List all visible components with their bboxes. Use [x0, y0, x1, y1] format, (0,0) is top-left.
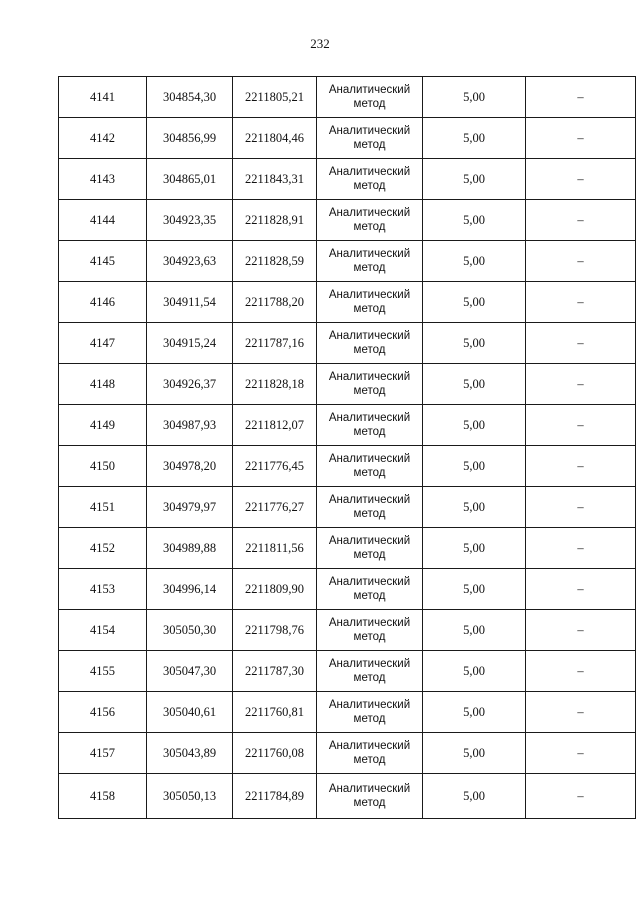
- method-line-2: метод: [353, 754, 386, 766]
- table-row: [59, 200, 636, 241]
- accuracy-cell: 5,00: [423, 692, 526, 733]
- coordinates-table-body: [59, 77, 636, 819]
- table-row: [59, 118, 636, 159]
- table-row: [59, 323, 636, 364]
- method-cell: [317, 528, 423, 569]
- note-cell: –: [526, 364, 636, 405]
- method-line-1: Аналитический: [328, 576, 411, 588]
- accuracy-cell: 5,00: [423, 487, 526, 528]
- method-line-1: Аналитический: [328, 783, 411, 795]
- x-coordinate-cell: 305050,30: [147, 610, 233, 651]
- point-number-cell: 4144: [59, 200, 147, 241]
- method-line-1: Аналитический: [328, 453, 411, 465]
- point-number-cell: 4146: [59, 282, 147, 323]
- method-cell: [317, 159, 423, 200]
- point-number-cell: 4148: [59, 364, 147, 405]
- table-row: [59, 774, 636, 819]
- y-coordinate-cell: 2211787,30: [233, 651, 317, 692]
- x-coordinate-cell: 304911,54: [147, 282, 233, 323]
- method-line-1: Аналитический: [328, 412, 411, 424]
- note-cell: –: [526, 528, 636, 569]
- method-line-2: метод: [353, 467, 386, 479]
- x-coordinate-cell: 304854,30: [147, 77, 233, 118]
- point-number-cell: 4150: [59, 446, 147, 487]
- x-coordinate-cell: 304996,14: [147, 569, 233, 610]
- method-line-2: метод: [353, 426, 386, 438]
- table-row: [59, 446, 636, 487]
- table-row: [59, 77, 636, 118]
- method-line-2: метод: [353, 139, 386, 151]
- accuracy-cell: 5,00: [423, 77, 526, 118]
- accuracy-cell: 5,00: [423, 323, 526, 364]
- table-row: [59, 364, 636, 405]
- accuracy-cell: 5,00: [423, 241, 526, 282]
- table-row: [59, 405, 636, 446]
- table-row: [59, 610, 636, 651]
- note-cell: –: [526, 77, 636, 118]
- method-line-2: метод: [353, 508, 386, 520]
- point-number-cell: 4152: [59, 528, 147, 569]
- method-line-1: Аналитический: [328, 166, 411, 178]
- point-number-cell: 4142: [59, 118, 147, 159]
- method-cell: [317, 446, 423, 487]
- table-row: [59, 159, 636, 200]
- accuracy-cell: 5,00: [423, 118, 526, 159]
- y-coordinate-cell: 2211760,08: [233, 733, 317, 774]
- coordinates-table: [58, 76, 636, 819]
- method-cell: [317, 733, 423, 774]
- x-coordinate-cell: 304989,88: [147, 528, 233, 569]
- point-number-cell: 4147: [59, 323, 147, 364]
- point-number-cell: 4149: [59, 405, 147, 446]
- method-line-2: метод: [353, 631, 386, 643]
- method-cell: [317, 77, 423, 118]
- y-coordinate-cell: 2211784,89: [233, 774, 317, 819]
- method-cell: [317, 241, 423, 282]
- x-coordinate-cell: 304865,01: [147, 159, 233, 200]
- note-cell: –: [526, 692, 636, 733]
- method-line-1: Аналитический: [328, 699, 411, 711]
- y-coordinate-cell: 2211760,81: [233, 692, 317, 733]
- note-cell: –: [526, 610, 636, 651]
- y-coordinate-cell: 2211828,91: [233, 200, 317, 241]
- method-cell: [317, 118, 423, 159]
- table-row: [59, 569, 636, 610]
- accuracy-cell: 5,00: [423, 774, 526, 819]
- method-cell: [317, 323, 423, 364]
- method-line-1: Аналитический: [328, 494, 411, 506]
- accuracy-cell: 5,00: [423, 651, 526, 692]
- x-coordinate-cell: 305047,30: [147, 651, 233, 692]
- y-coordinate-cell: 2211812,07: [233, 405, 317, 446]
- method-line-2: метод: [353, 98, 386, 110]
- method-line-2: метод: [353, 262, 386, 274]
- x-coordinate-cell: 304978,20: [147, 446, 233, 487]
- method-line-1: Аналитический: [328, 658, 411, 670]
- y-coordinate-cell: 2211811,56: [233, 528, 317, 569]
- table-row: [59, 282, 636, 323]
- method-cell: [317, 692, 423, 733]
- method-line-2: метод: [353, 797, 386, 809]
- x-coordinate-cell: 304856,99: [147, 118, 233, 159]
- note-cell: –: [526, 774, 636, 819]
- y-coordinate-cell: 2211828,59: [233, 241, 317, 282]
- method-line-1: Аналитический: [328, 125, 411, 137]
- method-line-1: Аналитический: [328, 207, 411, 219]
- x-coordinate-cell: 305050,13: [147, 774, 233, 819]
- method-line-1: Аналитический: [328, 617, 411, 629]
- table-row: [59, 487, 636, 528]
- method-line-2: метод: [353, 385, 386, 397]
- note-cell: –: [526, 118, 636, 159]
- method-line-1: Аналитический: [328, 740, 411, 752]
- y-coordinate-cell: 2211843,31: [233, 159, 317, 200]
- y-coordinate-cell: 2211804,46: [233, 118, 317, 159]
- y-coordinate-cell: 2211776,27: [233, 487, 317, 528]
- accuracy-cell: 5,00: [423, 159, 526, 200]
- method-cell: [317, 610, 423, 651]
- method-line-2: метод: [353, 180, 386, 192]
- point-number-cell: 4156: [59, 692, 147, 733]
- note-cell: –: [526, 405, 636, 446]
- point-number-cell: 4157: [59, 733, 147, 774]
- method-line-1: Аналитический: [328, 330, 411, 342]
- y-coordinate-cell: 2211798,76: [233, 610, 317, 651]
- method-line-2: метод: [353, 221, 386, 233]
- x-coordinate-cell: 304923,35: [147, 200, 233, 241]
- x-coordinate-cell: 305043,89: [147, 733, 233, 774]
- method-line-2: метод: [353, 590, 386, 602]
- note-cell: –: [526, 446, 636, 487]
- note-cell: –: [526, 569, 636, 610]
- accuracy-cell: 5,00: [423, 733, 526, 774]
- method-line-2: метод: [353, 672, 386, 684]
- y-coordinate-cell: 2211787,16: [233, 323, 317, 364]
- method-line-2: метод: [353, 344, 386, 356]
- method-line-1: Аналитический: [328, 248, 411, 260]
- x-coordinate-cell: 304923,63: [147, 241, 233, 282]
- y-coordinate-cell: 2211788,20: [233, 282, 317, 323]
- y-coordinate-cell: 2211828,18: [233, 364, 317, 405]
- table-row: [59, 528, 636, 569]
- x-coordinate-cell: 305040,61: [147, 692, 233, 733]
- point-number-cell: 4155: [59, 651, 147, 692]
- note-cell: –: [526, 282, 636, 323]
- table-row: [59, 651, 636, 692]
- accuracy-cell: 5,00: [423, 405, 526, 446]
- accuracy-cell: 5,00: [423, 446, 526, 487]
- point-number-cell: 4153: [59, 569, 147, 610]
- note-cell: –: [526, 241, 636, 282]
- accuracy-cell: 5,00: [423, 200, 526, 241]
- point-number-cell: 4145: [59, 241, 147, 282]
- accuracy-cell: 5,00: [423, 569, 526, 610]
- method-line-1: Аналитический: [328, 289, 411, 301]
- y-coordinate-cell: 2211809,90: [233, 569, 317, 610]
- method-cell: [317, 364, 423, 405]
- y-coordinate-cell: 2211776,45: [233, 446, 317, 487]
- note-cell: –: [526, 200, 636, 241]
- note-cell: –: [526, 733, 636, 774]
- accuracy-cell: 5,00: [423, 364, 526, 405]
- point-number-cell: 4151: [59, 487, 147, 528]
- method-cell: [317, 651, 423, 692]
- y-coordinate-cell: 2211805,21: [233, 77, 317, 118]
- point-number-cell: 4158: [59, 774, 147, 819]
- method-line-2: метод: [353, 713, 386, 725]
- method-line-2: метод: [353, 303, 386, 315]
- point-number-cell: 4141: [59, 77, 147, 118]
- accuracy-cell: 5,00: [423, 528, 526, 569]
- x-coordinate-cell: 304987,93: [147, 405, 233, 446]
- method-line-1: Аналитический: [328, 84, 411, 96]
- method-cell: [317, 774, 423, 819]
- method-cell: [317, 405, 423, 446]
- method-line-2: метод: [353, 549, 386, 561]
- note-cell: –: [526, 651, 636, 692]
- accuracy-cell: 5,00: [423, 610, 526, 651]
- method-line-1: Аналитический: [328, 371, 411, 383]
- table-row: [59, 241, 636, 282]
- table-row: [59, 692, 636, 733]
- point-number-cell: 4143: [59, 159, 147, 200]
- x-coordinate-cell: 304926,37: [147, 364, 233, 405]
- x-coordinate-cell: 304915,24: [147, 323, 233, 364]
- method-cell: [317, 200, 423, 241]
- method-cell: [317, 569, 423, 610]
- note-cell: –: [526, 159, 636, 200]
- point-number-cell: 4154: [59, 610, 147, 651]
- method-cell: [317, 282, 423, 323]
- note-cell: –: [526, 323, 636, 364]
- table-row: [59, 733, 636, 774]
- note-cell: –: [526, 487, 636, 528]
- x-coordinate-cell: 304979,97: [147, 487, 233, 528]
- page-number: 232: [310, 36, 330, 51]
- method-line-1: Аналитический: [328, 535, 411, 547]
- accuracy-cell: 5,00: [423, 282, 526, 323]
- method-cell: [317, 487, 423, 528]
